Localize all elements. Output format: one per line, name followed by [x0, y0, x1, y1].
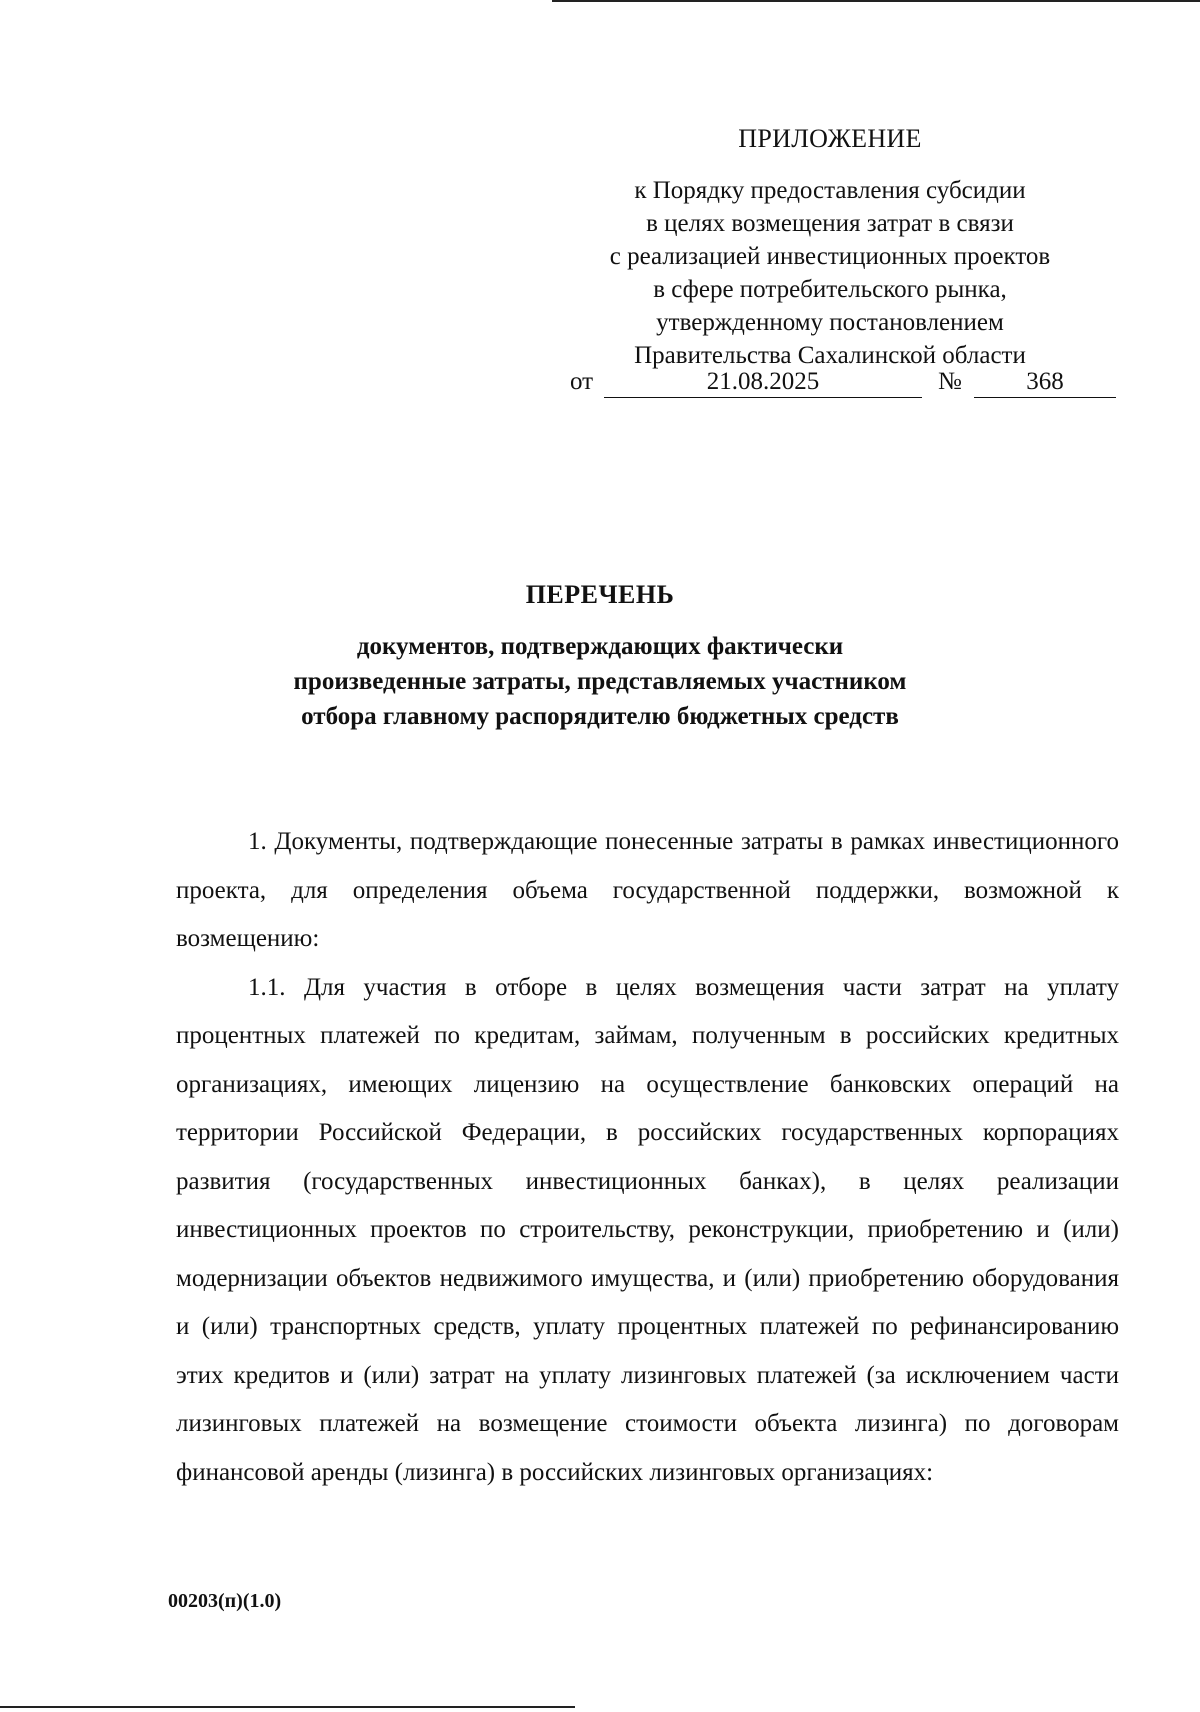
appendix-line: к Порядку предоставления субсидии: [634, 177, 1026, 204]
document-body: [176, 818, 1119, 1497]
scan-edge-bottom: [0, 1706, 575, 1708]
appendix-line: в сфере потребительского рынка,: [653, 276, 1007, 303]
document-heading: ПЕРЕЧЕНЬ: [525, 580, 675, 609]
appendix-line: утвержденному постановлением: [656, 309, 1004, 336]
date-number-row: [570, 368, 1130, 402]
number-value: 368: [974, 368, 1116, 398]
appendix-line: Правительства Сахалинской области: [634, 342, 1026, 369]
scan-edge-top: [552, 0, 1200, 2]
document-code: 00203(п)(1.0): [168, 1590, 282, 1612]
appendix-title: ПРИЛОЖЕНИЕ: [738, 124, 922, 153]
appendix-description: [560, 174, 1100, 372]
appendix-line: с реализацией инвестиционных проектов: [609, 243, 1051, 270]
subheading-line: отбора главному распорядителю бюджетных средств: [301, 703, 899, 730]
paragraph-1: 1. Документы, подтверждающие понесенные затраты в рамках инвестиционного проекта, для определения объема государственной поддержки, возможной к возмещению:: [176, 828, 1119, 952]
date-value: 21.08.2025: [604, 368, 922, 398]
subheading-line: произведенные затраты, представляемых участником: [293, 668, 907, 695]
paragraph-1-1: 1.1. Для участия в отборе в целях возмещения части затрат на уплату процентных платежей по кредитам, займам, полученным в российских кредитных организациях, имеющих лицензию на осуществление банковских операций на территории Российской Федерации, в российских государственных корпорациях развития (государственных инвестиционных банках), в целях реализации инвестиционных проектов по строительству, реконструкции, приобретению и (или) модернизации объектов недвижимого имущества, и (или) приобретению оборудования и (или) транспортных средств, уплату процентных платежей по рефинансированию этих кредитов и (или) затрат на уплату лизинговых платежей (за исключением части лизинговых платежей на возмещение стоимости объекта лизинга) по договорам финансовой аренды (лизинга) в российских лизинговых организациях:: [176, 973, 1119, 1486]
document-subheading: [0, 629, 1200, 734]
date-prefix: от: [570, 368, 594, 395]
appendix-line: в целях возмещения затрат в связи: [646, 210, 1014, 237]
subheading-line: документов, подтверждающих фактически: [356, 633, 844, 660]
number-prefix: №: [938, 368, 962, 395]
